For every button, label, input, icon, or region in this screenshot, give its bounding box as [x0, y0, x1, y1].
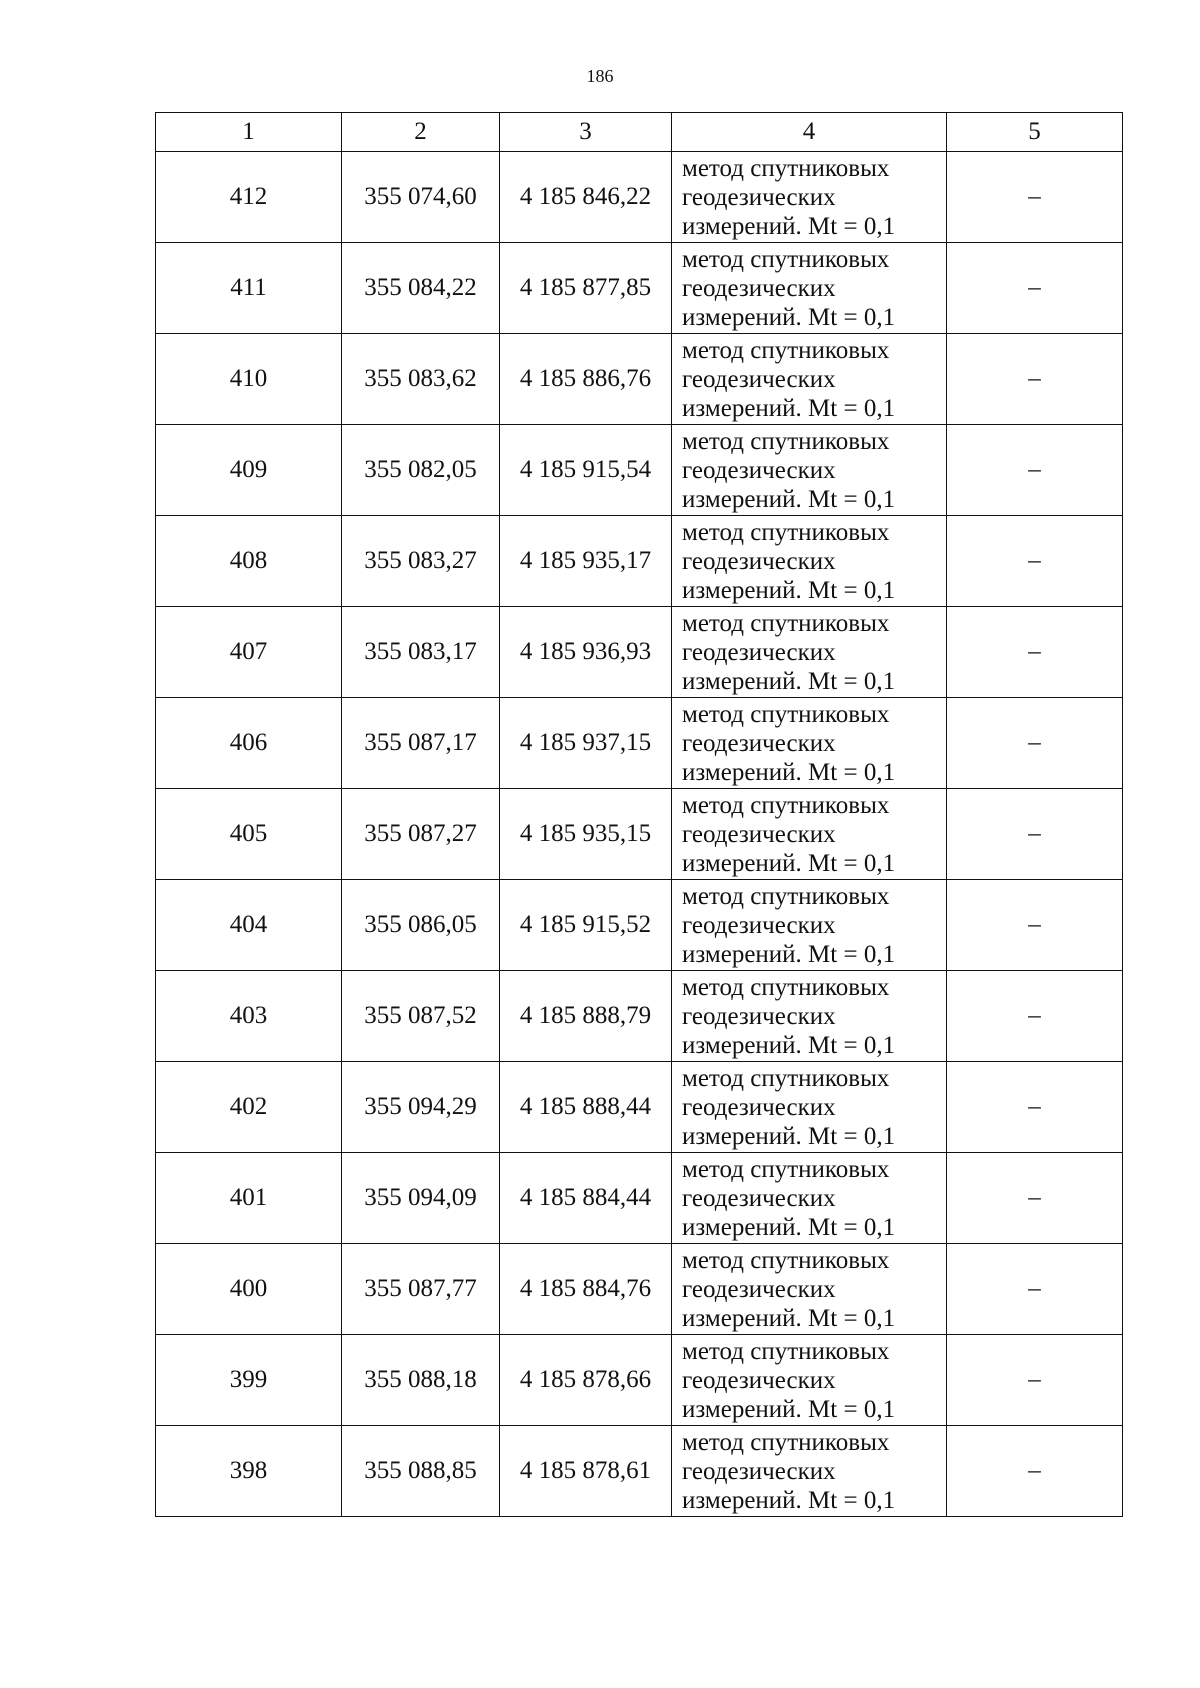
method-cell: [672, 516, 947, 607]
table-row: [156, 698, 1123, 789]
method-text-line: измерений. Mt = 0,1: [682, 212, 896, 240]
point-number-cell: 409: [156, 425, 342, 516]
method-text-line: измерений. Mt = 0,1: [682, 1031, 896, 1059]
method-cell: [672, 1244, 947, 1335]
x-coordinate-cell: 355 094,29: [342, 1062, 500, 1153]
method-text-line: геодезических: [682, 638, 836, 666]
table-row: [156, 152, 1123, 243]
note-cell: –: [947, 880, 1123, 971]
note-cell: –: [947, 1153, 1123, 1244]
note-cell: –: [947, 1335, 1123, 1426]
note-cell: –: [947, 971, 1123, 1062]
note-cell: –: [947, 152, 1123, 243]
table-row: [156, 1153, 1123, 1244]
x-coordinate-cell: 355 084,22: [342, 243, 500, 334]
column-header: 1: [156, 113, 342, 152]
y-coordinate-cell: 4 185 915,52: [500, 880, 672, 971]
method-text-line: метод спутниковых: [682, 973, 890, 1001]
method-text-line: метод спутниковых: [682, 336, 890, 364]
method-cell: [672, 334, 947, 425]
x-coordinate-cell: 355 074,60: [342, 152, 500, 243]
table-row: [156, 1426, 1123, 1517]
y-coordinate-cell: 4 185 878,66: [500, 1335, 672, 1426]
method-text-line: метод спутниковых: [682, 1428, 890, 1456]
table-row: [156, 516, 1123, 607]
x-coordinate-cell: 355 087,77: [342, 1244, 500, 1335]
x-coordinate-cell: 355 087,27: [342, 789, 500, 880]
x-coordinate-cell: 355 083,17: [342, 607, 500, 698]
method-cell: [672, 789, 947, 880]
note-cell: –: [947, 698, 1123, 789]
point-number-cell: 404: [156, 880, 342, 971]
x-coordinate-cell: 355 088,85: [342, 1426, 500, 1517]
method-cell: [672, 152, 947, 243]
y-coordinate-cell: 4 185 935,15: [500, 789, 672, 880]
method-text-line: геодезических: [682, 274, 836, 302]
method-text-line: измерений. Mt = 0,1: [682, 1486, 896, 1514]
method-text-line: измерений. Mt = 0,1: [682, 849, 896, 877]
method-text-line: метод спутниковых: [682, 518, 890, 546]
table-row: [156, 1244, 1123, 1335]
y-coordinate-cell: 4 185 935,17: [500, 516, 672, 607]
method-text-line: метод спутниковых: [682, 609, 890, 637]
x-coordinate-cell: 355 083,27: [342, 516, 500, 607]
table-row: [156, 1335, 1123, 1426]
method-text-line: метод спутниковых: [682, 882, 890, 910]
method-cell: [672, 1426, 947, 1517]
method-cell: [672, 607, 947, 698]
method-text-line: геодезических: [682, 820, 836, 848]
method-text-line: измерений. Mt = 0,1: [682, 940, 896, 968]
note-cell: –: [947, 789, 1123, 880]
header-row: [156, 113, 1123, 152]
method-text-line: метод спутниковых: [682, 1064, 890, 1092]
method-text-line: метод спутниковых: [682, 154, 890, 182]
method-text-line: измерений. Mt = 0,1: [682, 758, 896, 786]
method-text-line: метод спутниковых: [682, 700, 890, 728]
method-cell: [672, 1335, 947, 1426]
note-cell: –: [947, 334, 1123, 425]
point-number-cell: 407: [156, 607, 342, 698]
method-text-line: измерений. Mt = 0,1: [682, 303, 896, 331]
x-coordinate-cell: 355 086,05: [342, 880, 500, 971]
method-text-line: метод спутниковых: [682, 1337, 890, 1365]
coordinates-table: [155, 112, 1123, 1517]
y-coordinate-cell: 4 185 888,44: [500, 1062, 672, 1153]
method-text-line: геодезических: [682, 183, 836, 211]
method-text-line: геодезических: [682, 1184, 836, 1212]
method-text-line: метод спутниковых: [682, 791, 890, 819]
point-number-cell: 402: [156, 1062, 342, 1153]
point-number-cell: 398: [156, 1426, 342, 1517]
table-row: [156, 880, 1123, 971]
method-cell: [672, 698, 947, 789]
table-row: [156, 243, 1123, 334]
method-text-line: геодезических: [682, 1093, 836, 1121]
method-text-line: геодезических: [682, 456, 836, 484]
method-text-line: измерений. Mt = 0,1: [682, 576, 896, 604]
point-number-cell: 411: [156, 243, 342, 334]
y-coordinate-cell: 4 185 884,44: [500, 1153, 672, 1244]
y-coordinate-cell: 4 185 886,76: [500, 334, 672, 425]
method-text-line: геодезических: [682, 1457, 836, 1485]
method-text-line: измерений. Mt = 0,1: [682, 1304, 896, 1332]
note-cell: –: [947, 243, 1123, 334]
method-text-line: измерений. Mt = 0,1: [682, 394, 896, 422]
note-cell: –: [947, 1426, 1123, 1517]
table-row: [156, 334, 1123, 425]
x-coordinate-cell: 355 088,18: [342, 1335, 500, 1426]
column-header: 3: [500, 113, 672, 152]
y-coordinate-cell: 4 185 915,54: [500, 425, 672, 516]
x-coordinate-cell: 355 087,17: [342, 698, 500, 789]
point-number-cell: 412: [156, 152, 342, 243]
method-text-line: измерений. Mt = 0,1: [682, 485, 896, 513]
point-number-cell: 406: [156, 698, 342, 789]
table-row: [156, 789, 1123, 880]
y-coordinate-cell: 4 185 888,79: [500, 971, 672, 1062]
method-cell: [672, 971, 947, 1062]
note-cell: –: [947, 1062, 1123, 1153]
note-cell: –: [947, 516, 1123, 607]
note-cell: –: [947, 1244, 1123, 1335]
method-text-line: геодезических: [682, 911, 836, 939]
y-coordinate-cell: 4 185 877,85: [500, 243, 672, 334]
method-cell: [672, 1062, 947, 1153]
x-coordinate-cell: 355 082,05: [342, 425, 500, 516]
method-text-line: измерений. Mt = 0,1: [682, 1213, 896, 1241]
point-number-cell: 401: [156, 1153, 342, 1244]
column-header: 4: [672, 113, 947, 152]
column-header: 5: [947, 113, 1123, 152]
method-text-line: метод спутниковых: [682, 1155, 890, 1183]
method-text-line: геодезических: [682, 365, 836, 393]
method-text-line: метод спутниковых: [682, 1246, 890, 1274]
note-cell: –: [947, 607, 1123, 698]
method-text-line: геодезических: [682, 729, 836, 757]
method-text-line: измерений. Mt = 0,1: [682, 1122, 896, 1150]
method-text-line: измерений. Mt = 0,1: [682, 667, 896, 695]
y-coordinate-cell: 4 185 878,61: [500, 1426, 672, 1517]
table-row: [156, 425, 1123, 516]
method-text-line: метод спутниковых: [682, 245, 890, 273]
method-text-line: геодезических: [682, 547, 836, 575]
page-number: 186: [586, 66, 614, 86]
x-coordinate-cell: 355 083,62: [342, 334, 500, 425]
point-number-cell: 408: [156, 516, 342, 607]
method-text-line: геодезических: [682, 1002, 836, 1030]
table-row: [156, 1062, 1123, 1153]
column-header: 2: [342, 113, 500, 152]
point-number-cell: 399: [156, 1335, 342, 1426]
y-coordinate-cell: 4 185 936,93: [500, 607, 672, 698]
method-text-line: измерений. Mt = 0,1: [682, 1395, 896, 1423]
table-row: [156, 971, 1123, 1062]
method-cell: [672, 425, 947, 516]
point-number-cell: 405: [156, 789, 342, 880]
point-number-cell: 410: [156, 334, 342, 425]
x-coordinate-cell: 355 094,09: [342, 1153, 500, 1244]
y-coordinate-cell: 4 185 846,22: [500, 152, 672, 243]
method-text-line: геодезических: [682, 1366, 836, 1394]
method-cell: [672, 1153, 947, 1244]
table-row: [156, 607, 1123, 698]
point-number-cell: 400: [156, 1244, 342, 1335]
method-cell: [672, 243, 947, 334]
y-coordinate-cell: 4 185 937,15: [500, 698, 672, 789]
method-text-line: метод спутниковых: [682, 427, 890, 455]
x-coordinate-cell: 355 087,52: [342, 971, 500, 1062]
method-cell: [672, 880, 947, 971]
point-number-cell: 403: [156, 971, 342, 1062]
note-cell: –: [947, 425, 1123, 516]
method-text-line: геодезических: [682, 1275, 836, 1303]
y-coordinate-cell: 4 185 884,76: [500, 1244, 672, 1335]
